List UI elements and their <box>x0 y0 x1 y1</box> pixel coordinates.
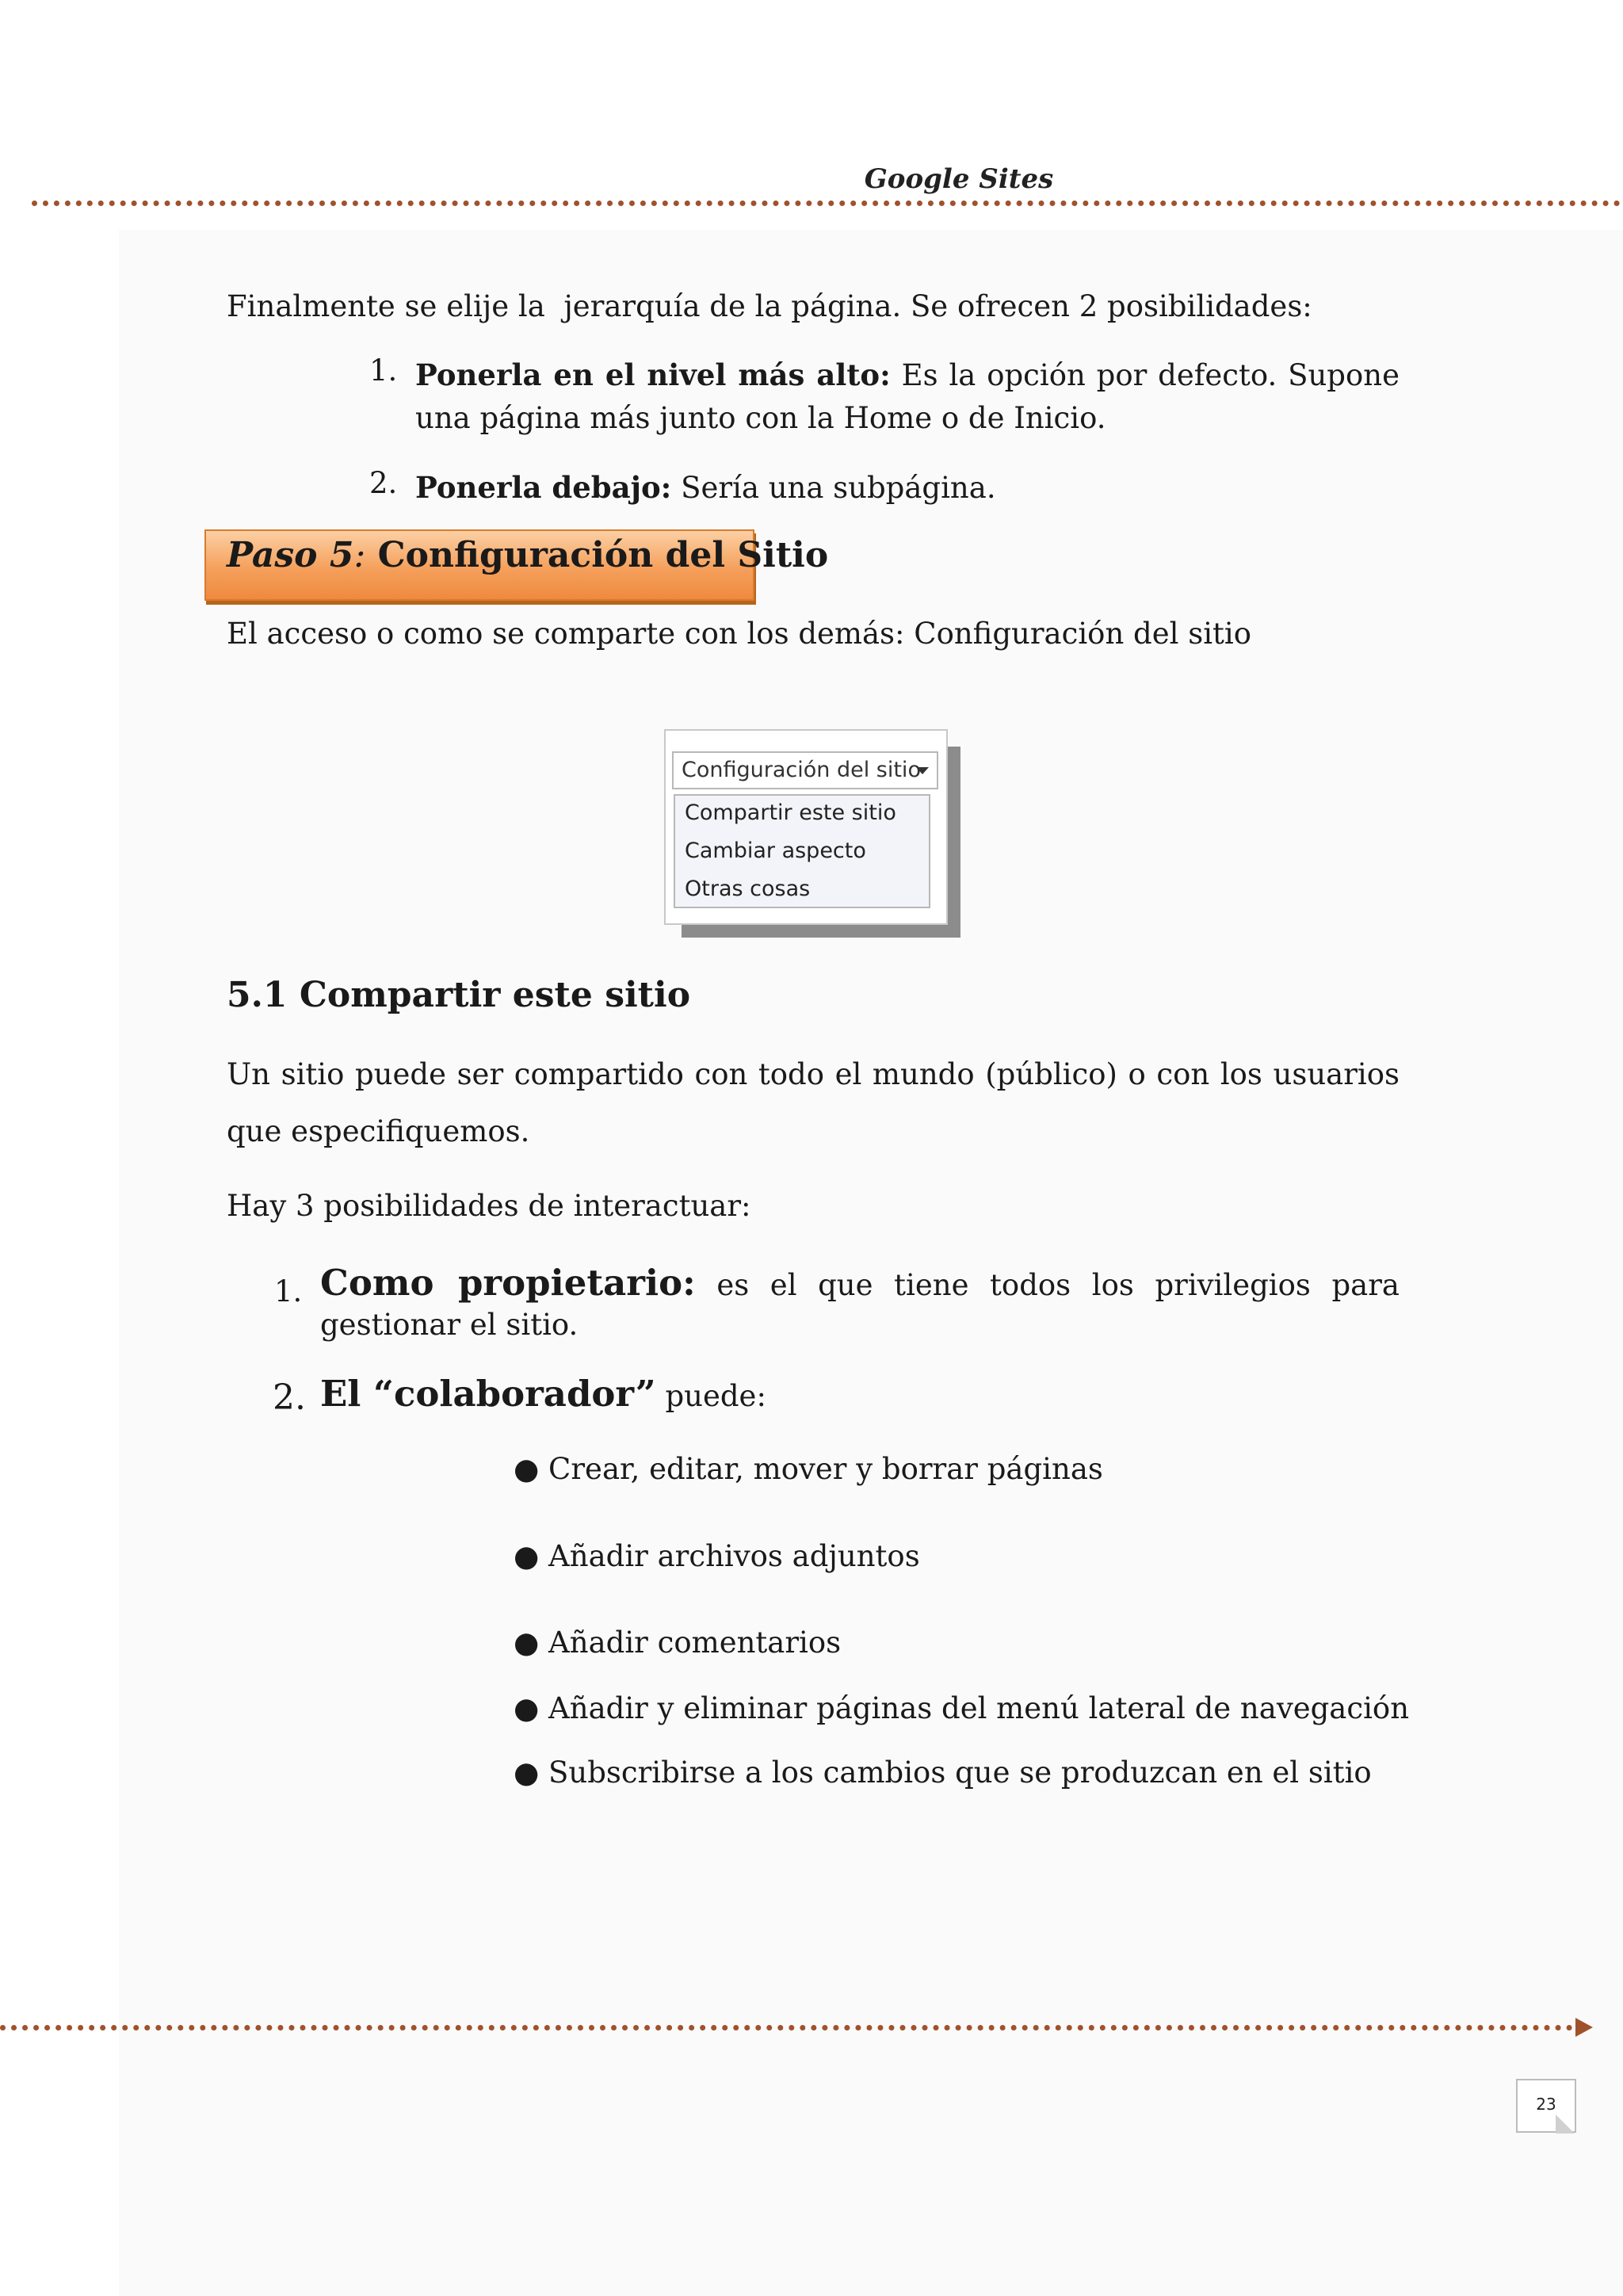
section-paragraph: Un sitio puede ser compartido con todo el mundo (público) o con los usuarios que especifiquemos. <box>227 1057 1400 1148</box>
hierarchy-item-1-text: Es la opción por defecto. Supone una página más junto con la Home o de Inicio. <box>415 358 1400 435</box>
bullet-item-4: ● Añadir y eliminar páginas del menú lateral de navegación <box>514 1691 1410 1725</box>
site-settings-dropdown-label: Configuración del sitio <box>682 758 921 782</box>
bullet-item-1: ● Crear, editar, mover y borrar páginas <box>514 1452 1103 1486</box>
role-item-2 <box>320 1373 766 1418</box>
role-number-1: 1. <box>274 1274 303 1308</box>
header-dotted-rule <box>32 201 1621 206</box>
paso-colon: : <box>353 535 366 575</box>
chevron-down-icon <box>916 767 929 774</box>
section-heading: 5.1 Compartir este sitio <box>227 975 691 1015</box>
role-item-1-bold: Como propietario: <box>320 1262 696 1304</box>
menu-frame <box>664 729 948 925</box>
intro-text: Finalmente se elije la jerarquía de la página. Se ofrecen 2 posibilidades: <box>227 289 1312 323</box>
bullet-item-3: ● Añadir comentarios <box>514 1626 842 1660</box>
footer-dotted-rule <box>0 2025 1573 2030</box>
page-curl-icon <box>1556 2115 1575 2134</box>
hierarchy-item-2-bold: Ponerla debajo: <box>415 470 672 505</box>
role-number-2: 2. <box>273 1377 306 1418</box>
role-item-2-bold: El “colaborador” <box>320 1373 656 1415</box>
site-settings-dropdown[interactable] <box>672 751 938 789</box>
header-title: Google Sites <box>864 163 1054 195</box>
hierarchy-item-2-text: Sería una subpágina. <box>671 471 996 505</box>
bullet-item-2: ● Añadir archivos adjuntos <box>514 1539 920 1573</box>
role-item-1 <box>320 1263 1400 1345</box>
hierarchy-number-1: 1. <box>369 353 398 388</box>
hierarchy-item-1 <box>415 353 1400 440</box>
hierarchy-item-1-bold: Ponerla en el nivel más alto: <box>415 357 891 392</box>
paso-heading <box>227 535 828 575</box>
interaction-intro: Hay 3 posibilidades de interactuar: <box>227 1189 751 1223</box>
paso-title: Configuración del Sitio <box>365 535 829 575</box>
hierarchy-item-2 <box>415 466 996 510</box>
page-number: 23 <box>1516 2079 1576 2133</box>
acceso-text: El acceso o como se comparte con los demás: Configuración del sitio <box>227 617 1252 651</box>
site-settings-options <box>674 794 930 908</box>
paso-label: Paso 5 <box>227 535 354 575</box>
role-item-2-text: puede: <box>655 1379 766 1413</box>
role-item-1-text: es el que tiene todos los privilegios para gestionar el sitio. <box>320 1268 1400 1342</box>
menu-item-change-appearance[interactable]: Cambiar aspecto <box>685 839 866 863</box>
arrow-right-icon <box>1575 2018 1593 2037</box>
menu-item-other-things[interactable]: Otras cosas <box>685 877 811 901</box>
menu-item-share-site[interactable]: Compartir este sitio <box>685 800 896 825</box>
site-settings-menu-screenshot <box>664 729 965 939</box>
bullet-item-5: ● Subscribirse a los cambios que se produzcan en el sitio <box>514 1755 1372 1790</box>
hierarchy-number-2: 2. <box>369 466 398 500</box>
